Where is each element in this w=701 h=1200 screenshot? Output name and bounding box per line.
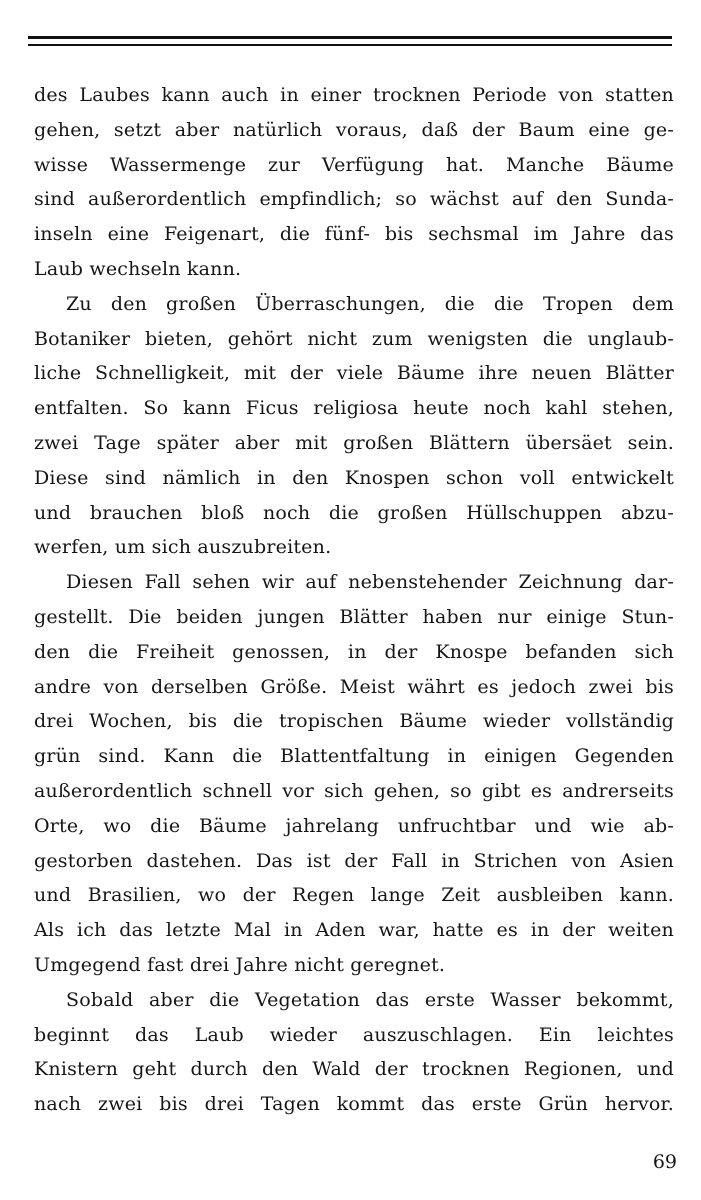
text-line: beginnt das Laub wieder auszuschlagen. Ein leichtes xyxy=(34,1023,674,1046)
text-line: Diese sind nämlich in den Knospen schon voll entwickelt xyxy=(34,466,674,489)
text-line: Sobald aber die Vegetation das erste Wasser bekommt, xyxy=(66,988,674,1011)
paragraph-3 xyxy=(34,565,674,983)
paragraph-4 xyxy=(34,983,674,1122)
header-rule-thin xyxy=(28,44,672,46)
text-line: Laub wechseln kann. xyxy=(34,257,242,280)
text-line: gehen, setzt aber natürlich voraus, daß der Baum eine ge- xyxy=(34,118,674,141)
text-line: und brauchen bloß noch die großen Hüllschuppen abzu- xyxy=(34,501,674,524)
text-line: drei Wochen, bis die tropischen Bäume wieder vollständig xyxy=(34,710,674,733)
paragraph-1 xyxy=(34,78,674,287)
text-line: andre von derselben Größe. Meist währt es jedoch zwei bis xyxy=(34,675,674,698)
text-line: sind außerordentlich empfindlich; so wächst auf den Sunda- xyxy=(34,188,674,211)
text-line: Knistern geht durch den Wald der trocknen Regionen, und xyxy=(34,1058,674,1081)
text-line: Zu den großen Überraschungen, die die Tropen dem xyxy=(66,292,674,315)
page-number: 69 xyxy=(652,1151,677,1173)
body-text xyxy=(34,78,674,1122)
text-line: Botaniker bieten, gehört nicht zum wenigsten die unglaub- xyxy=(34,327,674,350)
paragraph-2 xyxy=(34,287,674,565)
text-line: wisse Wassermenge zur Verfügung hat. Manche Bäume xyxy=(34,153,674,176)
text-line: Umgegend fast drei Jahre nicht geregnet. xyxy=(34,953,446,976)
text-line: inseln eine Feigenart, die fünf- bis sechsmal im Jahre das xyxy=(34,223,674,246)
text-line: entfalten. So kann Ficus religiosa heute noch kahl stehen, xyxy=(34,397,674,420)
text-line: Orte, wo die Bäume jahrelang unfruchtbar und wie ab- xyxy=(34,814,674,837)
text-line: Diesen Fall sehen wir auf nebenstehender Zeichnung dar- xyxy=(66,571,674,594)
text-line: gestorben dastehen. Das ist der Fall in Strichen von Asien xyxy=(34,849,674,872)
text-line: werfen, um sich auszubreiten. xyxy=(34,536,332,559)
text-line: gestellt. Die beiden jungen Blätter haben nur einige Stun- xyxy=(34,605,674,628)
text-line: Als ich das letzte Mal in Aden war, hatte es in der weiten xyxy=(34,919,674,942)
text-line: und Brasilien, wo der Regen lange Zeit ausbleiben kann. xyxy=(34,884,674,907)
text-line: des Laubes kann auch in einer trocknen Periode von statten xyxy=(34,84,674,106)
text-line: außerordentlich schnell vor sich gehen, so gibt es andrerseits xyxy=(34,779,674,802)
text-line: zwei Tage später aber mit großen Blättern übersäet sein. xyxy=(34,431,674,454)
text-line: liche Schnelligkeit, mit der viele Bäume ihre neuen Blätter xyxy=(34,362,674,385)
text-line: grün sind. Kann die Blattentfaltung in einigen Gegenden xyxy=(34,745,674,768)
text-line: nach zwei bis drei Tagen kommt das erste Grün hervor. xyxy=(34,1093,674,1116)
text-line: den die Freiheit genossen, in der Knospe befanden sich xyxy=(34,640,674,663)
header-rule-thick xyxy=(28,36,672,39)
